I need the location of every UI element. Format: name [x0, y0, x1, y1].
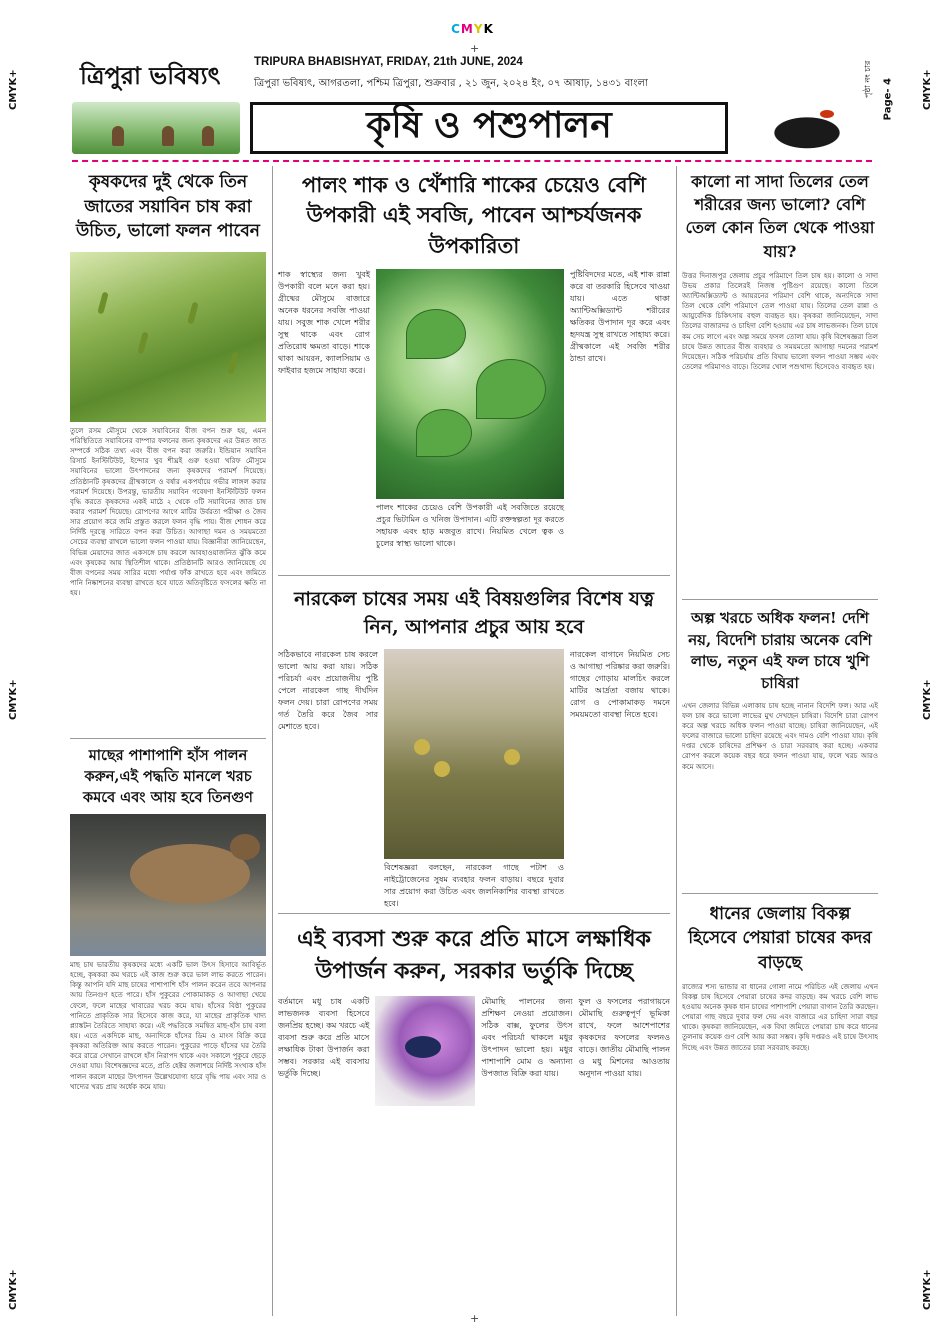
- cmyk-m: M: [460, 22, 474, 36]
- masthead-english-line: TRIPURA BHABISHYAT, FRIDAY, 21th JUNE, 2024: [254, 56, 523, 68]
- coconut-tree-photo: [384, 649, 564, 859]
- column-divider: [272, 166, 273, 1316]
- coconut-col-3: নারকেল বাগানে নিয়মিত সেচ ও আগাছা পরিষ্কার করা জরুরি। গাছের গোড়ায় মালচিং করলে মাটির আর্দ্রতা বজায় থাকে। রোগ ও পোকামাকড় দমনে সময়মতো ব্যবস্থা নিতে হবে।: [570, 650, 670, 720]
- divider: [70, 738, 266, 739]
- beekeeping-col-2: মৌমাছি পালনের জন্য প্রশিক্ষণ নেওয়া প্রয়োজন। সঠিক বাক্স, ফুলের উৎস এবং পরিচর্যা থাকলে মধুর উৎপাদন ভালো হয়। মধুর পাশাপাশি মোম ও অন্যান্য উপজাত বিক্রি করা যায়।: [481, 997, 573, 1079]
- divider: [682, 893, 878, 894]
- masthead: [64, 48, 893, 121]
- leaf-shape: [476, 359, 546, 419]
- cmyk-c: C: [451, 22, 461, 36]
- banner-divider: [72, 160, 872, 162]
- headline-beekeeping: এই ব্যবসা শুরু করে প্রতি মাসে লক্ষাধিক উপার্জন করুন, সরকার ভর্তুকি দিচ্ছে: [297, 926, 651, 985]
- side-cmyk-label-right-top: CMYK+: [922, 69, 933, 110]
- coconut: [434, 761, 450, 777]
- cmyk-y: Y: [473, 22, 484, 36]
- soybean-pod: [137, 332, 148, 355]
- soybean-pod: [97, 292, 108, 315]
- black-rooster-photo: [742, 102, 872, 158]
- vegetable-col-2: পালং শাকের চেয়েও বেশি উপকারী এই সবজিতে রয়েছে প্রচুর ভিটামিন ও খনিজ উপাদান। এটি রক্তস্বল্পতা দূর করতে সহায়ক এবং হাড় মজবুত রাখে। নিয়মিত খেলে ত্বক ও চুলের স্বাস্থ্য ভালো থাকে।: [376, 503, 564, 549]
- duck-photo: [70, 814, 266, 956]
- side-cmyk-label-left-top: CMYK+: [8, 69, 19, 110]
- headline-foreign-fruit: অল্প খরচে অধিক ফলন! দেশি নয়, বিদেশি চারায় অনেক বেশি লাভ, নতুন এই ফল চাষে খুশি চাষিরা: [688, 608, 872, 692]
- article-soybean-body: তুলে রসম মৌসুমে থেকে সয়াবিনের বীজ বপন শুরু হয়, এমন পরিস্থিতিতে সয়াবিনের বাম্পার ফলনের জন্য কৃষকদের এর উন্নত জাত সম্পর্কে সঠিক তথ্য এবং বীজ বপন করা জরুরি। ইন্ডিয়ান সয়াবিন রিসার্চ ইনস্টিটিউট, ইন্দোর খুব শীঘ্রই গুরু হওয়া খরিফ মৌসুমে সয়াবিনের ভালো উৎপাদনের জন্য কৃষকদের পরামর্শ দিয়েছে। প্রতিষ্ঠানটি কৃষকদের গ্রীষ্মকালে ও বর্ষার একপর্যায়ে গভীর লাঙ্গল করার পরামর্শ দিয়েছে। উপরন্তু, ভারতীয় সয়াবিন গবেষণা ইনস্টিটিউট ফলন বৃদ্ধি করতে কৃষকদের একই মাঠে ২ থেকে ৩টি সয়াবিনের জাত চাষ করার পরামর্শ দিয়েছে। রোপণের আগে মাটির উর্বরতা পরীক্ষা ও জৈব সার প্রয়োগ করে জমি প্রস্তুত করলে ফলন বৃদ্ধি পায়। বীজ শোধন করে নির্দিষ্ট দূরত্বে সারিতে বপন করা উচিত। আগাছা দমন ও সময়মতো সেচের ব্যবস্থা রাখলে ভালো ফলন পাওয়া যায়। বিজ্ঞানীরা জানিয়েছেন, বিভিন্ন মেয়াদের জাত একসঙ্গে চাষ করলে আবহাওয়াজনিত ঝুঁকি কমে এবং কৃষকের আয় স্থিতিশীল থাকে। প্রতিষ্ঠানটি আরও জানিয়েছে যে বীজ বপনের সময় সারির মধ্যে পর্যাপ্ত ফাঁক রাখতে হবে এবং জমিতে পানি নিষ্কাশনের ব্যবস্থা রাখতে হবে যাতে অতিবৃষ্টিতে ফসলের ক্ষতি না হয়।: [70, 426, 266, 598]
- coconut-middle: [384, 649, 564, 907]
- farmer-figure: [162, 126, 174, 146]
- farmers-field-photo: [72, 102, 240, 154]
- leaf-shape: [406, 309, 466, 359]
- leafy-vegetable-photo: [376, 269, 564, 499]
- registration-mark: +: [470, 1312, 480, 1325]
- beekeeping-middle: [375, 996, 475, 1106]
- farmer-figure: [202, 126, 214, 146]
- coconut: [414, 739, 430, 755]
- headline-coconut: নারকেল চাষের সময় এই বিষয়গুলির বিশেষ যত্ন নিন, আপনার প্রচুর আয় হবে: [294, 588, 654, 638]
- coconut: [504, 749, 520, 765]
- coconut-col-1: সঠিকভাবে নারকেল চাষ করলে ভালো আয় করা যায়। সঠিক পরিচর্যা এবং প্রয়োজনীয় পুষ্টি পেলে নারকেল গাছ দীর্ঘদিন ফলন দেয়। চারা রোপণের সময় গর্ত তৈরি করে জৈব সার মেশাতে হবে।: [278, 650, 378, 732]
- duck-head: [230, 834, 260, 860]
- vegetable-middle: [376, 269, 564, 569]
- divider: [278, 575, 670, 576]
- vegetable-col-3: পুষ্টিবিদদের মতে, এই শাক রান্না করে বা তরকারি হিসেবে খাওয়া যায়। এতে থাকা অ্যান্টিঅক্সিড্যান্ট শরীরের ক্ষতিকর উপাদান দূর করে এবং হৃদযন্ত্র সুস্থ রাখতে সাহায্য করে। গ্রীষ্মকালে এই সবজি শরীর ঠান্ডা রাখে।: [570, 270, 670, 364]
- headline-duck-farming: মাছের পাশাপাশি হাঁস পালন করুন,এই পদ্ধতি মানলে খরচ কমবে এবং আয় হবে তিনগুণ: [83, 746, 253, 806]
- soybean-pod: [227, 352, 238, 375]
- beekeeping-col-1: বর্তমানে মধু চাষ একটি লাভজনক ব্যবসা হিসেবে জনপ্রিয় হচ্ছে। কম খরচে এই ব্যবসা শুরু করে প্রতি মাসে লক্ষাধিক টাকা উপার্জন করা সম্ভব। সরকার এই ব্যবসায় ভর্তুকি দিচ্ছে।: [278, 997, 370, 1079]
- soybean-pod: [187, 302, 198, 325]
- column-divider: [676, 166, 677, 1316]
- article-duck-body: মাছ চাষ ভারতীয় কৃষকদের মধ্যে একটি ভাল উৎস হিসাবে আবির্ভূত হচ্ছে, কৃষকরা কম খরচে এই কাজ শুরু করে ভাল লাভ করতে পারেন। কিন্তু আপনি যদি মাছ চাষের পাশাপাশি হাঁস পালন করেন তবে আপনার আয় তিনগুণ হতে পারে। হাঁস পুকুরের পোকামাকড় ও আগাছা খেয়ে ফেলে, ফলে মাছের খাবারের খরচ কমে যায়। হাঁসের বিষ্ঠা পুকুরের পানিতে প্রাকৃতিক সার হিসেবে কাজ করে, যা মাছের প্রাকৃতিক খাদ্য প্ল্যাঙ্কটন তৈরিতে সাহায্য করে। এই পদ্ধতিকে সমন্বিত মাছ-হাঁস চাষ বলা হয়। এতে একদিকে মাছ, অন্যদিকে হাঁসের ডিম ও মাংস বিক্রি করে কৃষকরা অতিরিক্ত আয় করতে পারেন। পুকুরের পাড়ে হাঁসের ঘর তৈরি করে রাত্রে সেখানে রাখলে হাঁস নিরাপদ থাকে এবং সকালে পুকুরে ছেড়ে দেওয়া যায়। বিশেষজ্ঞদের মতে, প্রতি হেক্টর জলাশয়ে নির্দিষ্ট সংখ্যক হাঁস পালন করলে মাছের উৎপাদন উল্লেখযোগ্য হারে বৃদ্ধি পায় এবং সার ও খাদ্যের খরচ প্রায় অর্ধেক কমে যায়।: [70, 960, 266, 1091]
- divider: [682, 599, 878, 600]
- left-column: [70, 166, 266, 1316]
- beekeeping-article: [278, 996, 670, 1106]
- headline-guava: ধানের জেলায় বিকল্প হিসেবে পেয়ারা চাষের কদর বাড়ছে: [688, 903, 872, 974]
- side-cmyk-label-right-mid: CMYK+: [922, 679, 933, 720]
- article-sesame-body: উত্তর দিনাজপুর জেলায় প্রচুর পরিমাণে তিল চাষ হয়। কালো ও সাদা উভয় প্রকার তিলেরই নিজস্ব পুষ্টিগুণ রয়েছে। কালো তিলে অ্যান্টিঅক্সিড্যান্ট ও আয়রনের পরিমাণ বেশি থাকে, অন্যদিকে সাদা তিল থেকে বেশি পরিমাণে তেল পাওয়া যায়। তিলের তেল রান্না ও আয়ুর্বেদিক চিকিৎসায় বহুল ব্যবহৃত হয়। কৃষকরা জানিয়েছেন, সাদা তিলের বাজারদর ও চাহিদা বেশি হওয়ায় এর চাষ লাভজনক। তিল চাষে কম সেচ লাগে এবং অল্প সময়ে ফসল তোলা যায়। কৃষি বিশেষজ্ঞরা তিল চাষে উন্নত জাতের বীজ ব্যবহার ও সময়মতো আগাছা দমনের পরামর্শ দিয়েছেন। সঠিক পরিচর্যায় প্রতি বিঘায় ভালো ফলন পাওয়া সম্ভব এবং তেলের পরিমাণও বাড়ে। তিলের খোল পশুখাদ্য হিসেবেও ব্যবহৃত হয়।: [682, 271, 878, 372]
- cmyk-registration-top: [0, 22, 945, 36]
- section-banner: [72, 102, 872, 160]
- rooster-comb: [820, 110, 834, 118]
- soybean-plants-photo: [70, 252, 266, 422]
- side-cmyk-label-right-bottom: CMYK+: [922, 1269, 933, 1310]
- headline-leafy-vegetable: পালং শাক ও খেঁশারি শাকের চেয়েও বেশি উপকারী এই সবজি, পাবেন আশ্চর্যজনক উপকারিতা: [302, 172, 646, 258]
- headline-sesame-oil: কালো না সাদা তিলের তেল শরীরের জন্য ভালো? বেশি তেল কোন তিল থেকে পাওয়া যায়?: [685, 172, 875, 261]
- center-column: [278, 166, 670, 1316]
- page-number-bengali: পৃষ্ঠা নং চার: [863, 60, 872, 98]
- headline-soybean: কৃষকদের দুই থেকে তিন জাতের সয়াবিন চাষ করা উচিত, ভালো ফলন পাবেন: [76, 172, 260, 242]
- article-foreign-fruit-body: এখন জেলার বিভিন্ন এলাকায় চাষ হচ্ছে নানান বিদেশি ফল। আর এই ফল চাষ করে ভালো লাভের মুখ দেখছেন চাষিরা। বিদেশি চারা রোপণ করে অল্প খরচে অধিক ফলন পাওয়া যাচ্ছে। চাষিরা জানিয়েছেন, এই ফলের বাজারে ভালো চাহিদা রয়েছে এবং দামও বেশি পাওয়া যায়। কৃষি দপ্তর থেকে চাষিদের প্রশিক্ষণ ও চারা সরবরাহ করা হচ্ছে। একবার রোপণ করলে কয়েক বছর ধরে ফলন পাওয়া যায়, ফলে খরচ আরও কমে আসে।: [682, 701, 878, 771]
- section-title: কৃষি ও পশুপালন: [250, 102, 728, 154]
- side-cmyk-label-left-mid: CMYK+: [8, 679, 19, 720]
- bee-on-flower-photo: [375, 996, 475, 1106]
- registration-mark: +: [470, 42, 480, 55]
- beekeeping-col-3: ফুল ও ফসলের পরাগায়নে মৌমাছি গুরুত্বপূর্ণ ভূমিকা রাখে, ফলে আশেপাশের কৃষকদের ফসলের ফলনও বাড়ে। জাতীয় মৌমাছি পালন ও মধু মিশনের আওতায় অনুদান পাওয়া যায়।: [578, 997, 670, 1079]
- coconut-article: [278, 649, 670, 907]
- cmyk-k: K: [483, 22, 494, 36]
- page-number-label: Page- 4: [882, 78, 893, 121]
- leaf-shape: [416, 409, 472, 457]
- vegetable-article: [278, 269, 670, 569]
- newspaper-brand: ত্রিপুরা ভবিষ্যৎ: [80, 61, 221, 90]
- side-cmyk-label-left-bottom: CMYK+: [8, 1269, 19, 1310]
- farmer-figure: [112, 126, 124, 146]
- coconut-col-2: বিশেষজ্ঞরা বলছেন, নারকেল গাছে পটাশ ও নাইট্রোজেনের সুষম ব্যবহার ফলন বাড়ায়। বছরে দুবার সার প্রয়োগ করা উচিত এবং জলনিকাশির ব্যবস্থা রাখতে হবে।: [384, 863, 564, 909]
- right-column: [682, 166, 878, 1316]
- divider: [278, 913, 670, 914]
- masthead-date-line: ত্রিপুরা ভবিষ্যৎ, আগরতলা, পশ্চিম ত্রিপুরা, শুক্রবার , ২১ জুন, ২০২৪ ইং, ০৭ আষাঢ়, ১৪৩১ বাংলা: [254, 78, 648, 89]
- article-guava-body: রাজ্যের শস্য ভান্ডার বা ধানের গোলা নামে পরিচিত এই জেলায় এখন বিকল্প চাষ হিসেবে পেয়ারা চাষের কদর বাড়ছে। কম খরচে বেশি লাভ হওয়ায় অনেক কৃষক ধান চাষের পাশাপাশি পেয়ারা বাগান তৈরি করছেন। পেয়ারা গাছ বছরে দুবার ফল দেয় এবং বাজারে এর চাহিদা সারা বছর থাকে। কৃষকরা জানিয়েছেন, এক বিঘা জমিতে পেয়ারা চাষ করে ধানের তুলনায় কয়েক গুণ বেশি আয় করা সম্ভব। কৃষি দপ্তরও এই চাষে উৎসাহ দিচ্ছে এবং উন্নত জাতের চারা সরবরাহ করছে।: [682, 982, 878, 1052]
- vegetable-col-1: শাক স্বাস্থ্যের জন্য খুবই উপকারী বলে মনে করা হয়। গ্রীষ্মের মৌসুমে বাজারে অনেক ধরনের সবজি পাওয়া যায়। সবুজ শাক খেলে শরীর সুস্থ থাকে এবং রোগ প্রতিরোধ ক্ষমতা বাড়ে। শাকে থাকা আয়রন, ক্যালসিয়াম ও ফাইবার হজমে সাহায্য করে।: [278, 270, 370, 376]
- bee: [405, 1036, 441, 1058]
